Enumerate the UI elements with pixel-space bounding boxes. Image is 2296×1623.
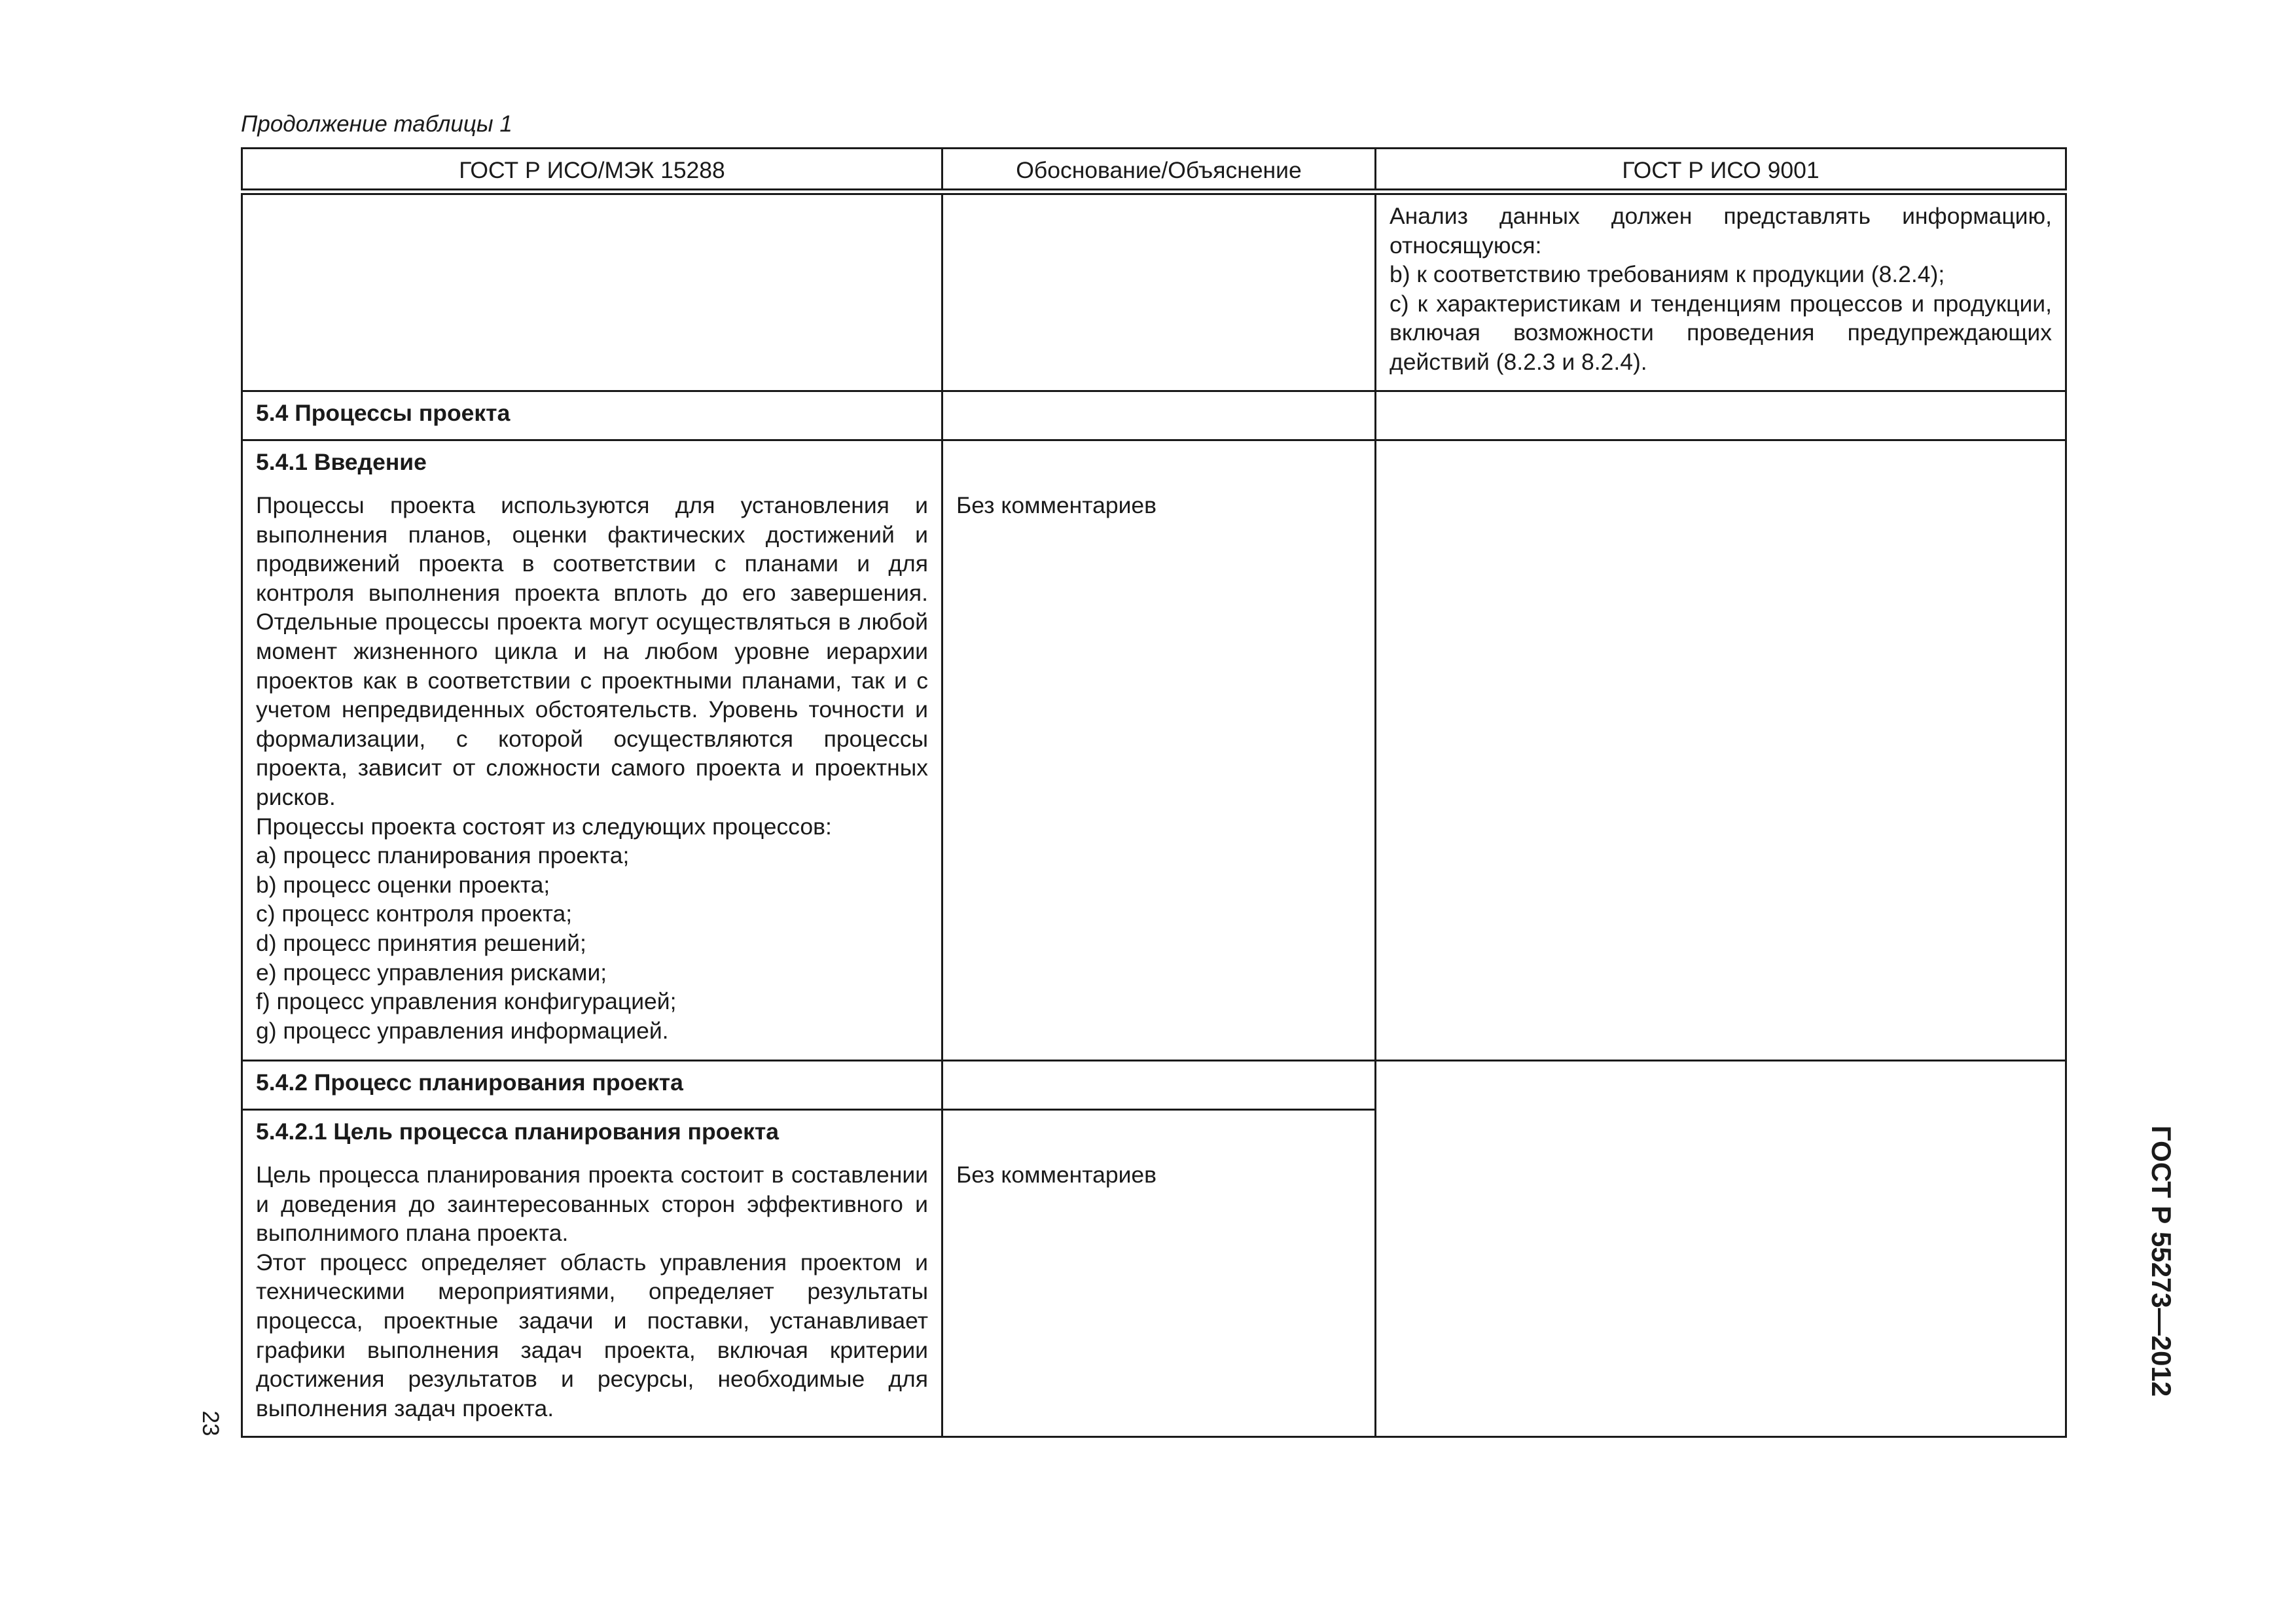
cell-empty [942,192,1376,391]
cell-empty [242,192,942,391]
cell-planning-purpose [242,1109,942,1436]
comparison-table [241,147,2067,1438]
list-item: a) процесс планирования проекта; [256,842,630,869]
list-item: d) процесс принятия решений; [256,930,586,956]
list-item: g) процесс управления информацией. [256,1017,669,1044]
cell-comment [942,1109,1376,1436]
header-justification: Обоснование/Объяснение [942,149,1376,192]
list-item: f) процесс управления конфигурацией; [256,988,677,1015]
intro-paragraph: Процессы проекта используются для установления и выполнения планов, оценки фактических достижений и продвижений проекта в соответствии с планами и для контроля выполнения проекта вплоть до его завершения. Отдельные процессы проекта могут осуществляться в любой момент жизненного цикла и на любом уровне иерархии проектов как в соответствии с проектными планами, так и с учетом непредвиденных обстоятельств. Уровень точности и формализации, с которой осуществляются процессы проекта, зависит от сложности самого проекта и проектных рисков. [256,492,928,811]
cell-comment [942,440,1376,1060]
table-row [242,1060,2066,1109]
section-heading-5-4-2-1: 5.4.2.1 Цель процесса планирования проекта [256,1118,779,1145]
section-heading-5-4-2: 5.4.2 Процесс планирования проекта [242,1060,942,1109]
cell-empty [1376,391,2066,440]
list-intro: Процессы проекта состоят из следующих процессов: [256,813,832,840]
page-number: 23 [198,1410,223,1436]
section-heading-5-4: 5.4 Процессы проекта [242,391,942,440]
list-item: c) процесс контроля проекта; [256,901,573,927]
table-caption: Продолжение таблицы 1 [241,111,512,137]
purpose-paragraph: Цель процесса планирования проекта состоит в составлении и доведения до заинтересованных сторон эффективного и выполнимого плана проекта. [256,1162,928,1247]
table-row [242,440,2066,1060]
cell-empty [942,1060,1376,1109]
cell-data-analysis: Анализ данных должен представлять информацию, относящуюся: b) к соответствию требованиям к продукции (8.2.4); c) к характеристикам и тенденциям процессов и продукции, включая возможности проведения предупреждающих действий (8.2.3 и 8.2.4). [1376,192,2066,391]
cell-empty [942,391,1376,440]
cell-intro [242,440,942,1060]
cell-empty [1376,440,2066,1060]
document-id: ГОСТ Р 55273—2012 [2146,1125,2177,1397]
scope-paragraph: Этот процесс определяет область управления проектом и техническими мероприятиями, определяет результаты процесса, проектные задачи и поставки, устанавливает графики выполнения задач проекта, включая критерии достижения результатов и ресурсы, необходимые для выполнения задач проекта. [256,1249,928,1421]
header-gost-9001: ГОСТ Р ИСО 9001 [1376,149,2066,192]
table-row [242,192,2066,391]
list-item: e) процесс управления рисками; [256,959,607,986]
header-gost-15288: ГОСТ Р ИСО/МЭК 15288 [242,149,942,192]
list-item: b) процесс оценки проекта; [256,871,550,898]
cell-empty-merged [1376,1060,2066,1436]
table-row [242,391,2066,440]
table-header-row [242,149,2066,192]
no-comments-text: Без комментариев [956,491,1157,518]
section-heading-5-4-1: 5.4.1 Введение [256,448,427,475]
no-comments-text: Без комментариев [956,1161,1157,1188]
